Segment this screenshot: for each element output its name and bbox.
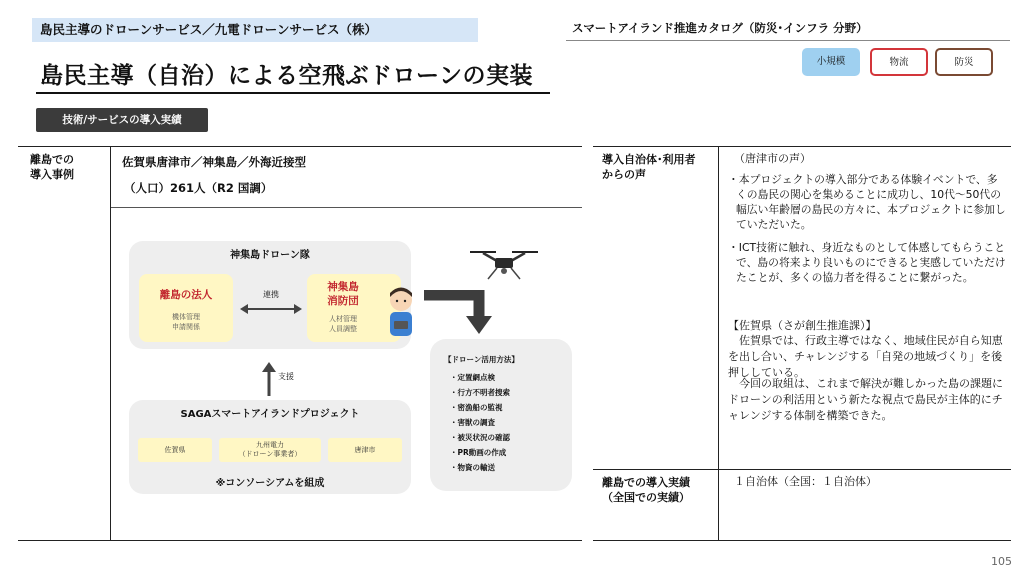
company-subtitle: 島民主導のドローンサービス／九電ドローンサービス（株） [32, 18, 478, 42]
consortium-note: ※コンソーシアムを組成 [215, 478, 325, 489]
member-kyuden: 九州電力 （ドローン事業者） [219, 438, 321, 462]
drone-icon [466, 246, 542, 282]
uses-list [450, 370, 510, 475]
page-number: 105 [991, 555, 1012, 568]
right-table-top [593, 146, 1011, 147]
use-item: ・密漁船の監視 [450, 403, 503, 412]
uses-panel [430, 339, 572, 491]
corp-roles: 機体管理 申請関係 [172, 313, 200, 331]
population-text: （人口）261人（R2 国調） [124, 181, 273, 195]
squad-name: 神集島 消防団 [327, 281, 359, 307]
tag-disaster: 防災 [935, 48, 993, 76]
left-column-divider [110, 146, 111, 540]
use-item: ・被災状況の確認 [450, 433, 510, 442]
link-label: 連携 [263, 290, 279, 299]
row-label-cases: 離島での 導入事例 [30, 153, 74, 181]
voice-item: ・本プロジェクトの導入部分である体験イベントで、多くの島民の関心を集めることに成功し、10代～50代の幅広い年齢層の島民の方々に、本プロジェクトに参加していただいた。 [728, 173, 1006, 231]
left-table-top [18, 146, 582, 147]
member-karatsu: 唐津市 [328, 438, 402, 462]
island-corporation-box [139, 274, 233, 342]
team-title: 神集島ドローン隊 [230, 250, 310, 261]
project-title: SAGAスマートアイランドプロジェクト [180, 409, 360, 420]
up-arrow-icon [262, 362, 276, 396]
voice-head: （唐津市の声） [734, 152, 811, 165]
use-item: ・PR動画の作成 [450, 448, 507, 457]
row-label-voice: 導入自治体･利用者 からの声 [602, 153, 696, 181]
catalog-divider [566, 40, 1010, 41]
uses-title: 【ドローン活用方法】 [444, 355, 519, 364]
support-label: 支援 [278, 372, 294, 381]
bidirectional-arrow-icon [240, 302, 302, 316]
squad-roles: 人材管理 人員調整 [329, 315, 357, 333]
tag-logistics: 物流 [870, 48, 928, 76]
tag-small-scale: 小規模 [802, 48, 860, 76]
use-item: ・行方不明者捜索 [450, 388, 510, 397]
right-column-divider [718, 146, 719, 540]
right-row-divider [593, 469, 1011, 470]
corp-name: 離島の法人 [159, 289, 213, 301]
pref-paragraph-2: 今回の取組は、これまで解決が難しかった島の課題にドローンの利活用という新たな視点で島民が主体的にチャレンジする体制を構築できた。 [728, 377, 1003, 422]
section-label: 技術/サービスの導入実績 [36, 108, 208, 132]
pref-head: 【佐賀県（さが創生推進課）】 [728, 319, 877, 332]
record-value: １自治体（全国：１自治体） [734, 475, 877, 488]
location-divider [110, 207, 582, 208]
title-underline [36, 92, 550, 94]
right-table-bottom [593, 540, 1011, 541]
drone-operator-icon [382, 282, 420, 340]
pref-paragraph-1: 佐賀県では、行政主導ではなく、地域住民が自ら知恵を出し合い、チャレンジする「自発の地域づくり」を後押ししている。 [728, 334, 1003, 379]
use-item: ・害獣の調査 [450, 418, 495, 427]
left-table-bottom [18, 540, 582, 541]
member-saga: 佐賀県 [138, 438, 212, 462]
use-item: ・物資の輸送 [450, 463, 495, 472]
right-down-arrow-icon [424, 290, 502, 336]
location-text: 佐賀県唐津市／神集島／外海近接型 [122, 155, 306, 169]
row-label-record: 離島での導入実績 （全国での実績） [602, 476, 690, 504]
use-item: ・定置網点検 [450, 373, 495, 382]
voice-item: ・ICT技術に触れ、身近なものとして体感してもらうことで、島の将来より良いものにできると実感していただけたことが、多くの協力者を得ることに繋がった。 [728, 241, 1006, 284]
page-title: 島民主導（自治）による空飛ぶドローンの実装 [40, 63, 534, 89]
catalog-title: スマートアイランド推進カタログ（防災･インフラ 分野） [572, 21, 868, 35]
